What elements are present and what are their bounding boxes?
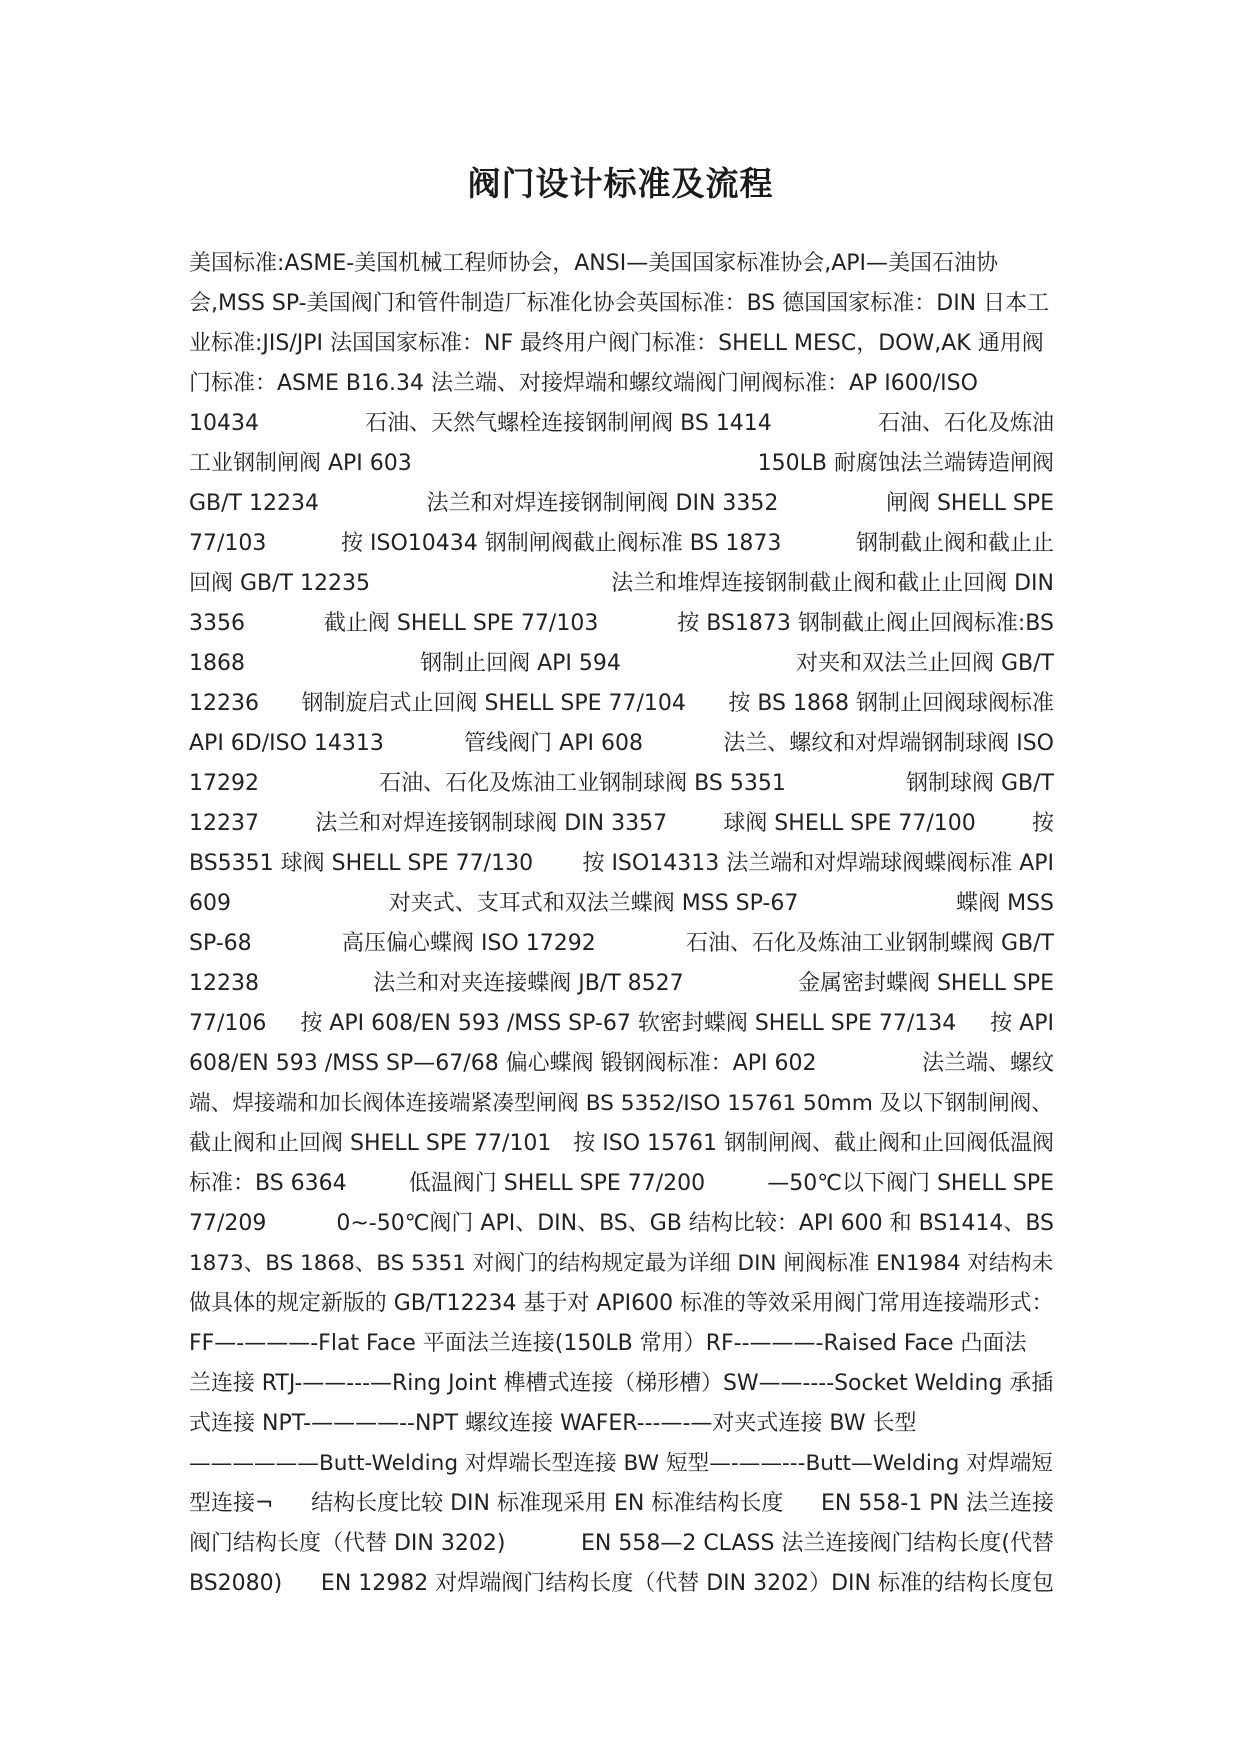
text-line	[189, 1164, 1054, 1204]
text-segment: 石油、天然气螺栓连接钢制闸阀 BS 1414	[365, 411, 772, 436]
text-segment: 球阀 SHELL SPE 77/100	[723, 811, 976, 836]
text-line	[189, 764, 1054, 804]
text-segment: 77/209	[189, 1211, 267, 1236]
text-segment: 150LB 耐腐蚀法兰端铸造闸阀	[757, 451, 1054, 476]
text-segment: 闸阀 SHELL SPE	[885, 491, 1054, 516]
text-line	[189, 1524, 1054, 1564]
text-segment: GB/T 12234	[189, 491, 319, 516]
text-line	[189, 884, 1054, 924]
text-segment: 式连接 NPT-————--NPT 螺纹连接 WAFER---—-—对夹式连接 BW 长型	[189, 1411, 917, 1436]
text-segment: 608/EN 593 /MSS SP—67/68 偏心蝶阀 锻钢阀标准：API 602	[189, 1051, 817, 1076]
text-line	[189, 564, 1054, 604]
text-segment: 按	[1031, 811, 1054, 836]
text-segment: SP-68	[189, 931, 252, 956]
text-line	[189, 804, 1054, 844]
document-title: 阀门设计标准及流程	[467, 164, 774, 203]
text-line	[189, 684, 1054, 724]
text-segment: 对夹和双法兰止回阀 GB/T	[795, 651, 1054, 676]
text-segment: 按 API 608/EN 593 /MSS SP-67 软密封蝶阀 SHELL SPE 77/134	[300, 1011, 957, 1036]
text-line	[189, 1204, 1054, 1244]
text-segment: 钢制截止阀和截止止	[855, 531, 1054, 556]
text-segment: 石油、石化及炼油工业钢制球阀 BS 5351	[379, 771, 786, 796]
text-segment: 金属密封蝶阀 SHELL SPE	[797, 971, 1054, 996]
text-segment: EN 12982 对焊端阀门结构长度（代替 DIN 3202）DIN 标准的结构长度包	[320, 1571, 1054, 1596]
text-segment: 1873、BS 1868、BS 5351 对阀门的结构规定最为详细 DIN 闸阀标准 EN1984 对结构未	[189, 1251, 1054, 1276]
text-segment: 钢制止回阀 API 594	[420, 651, 621, 676]
text-line	[189, 1284, 1054, 1324]
text-segment: 结构长度比较 DIN 标准现采用 EN 标准结构长度	[311, 1491, 784, 1516]
text-line	[189, 924, 1054, 964]
text-line	[189, 724, 1054, 764]
text-segment: 截止阀 SHELL SPE 77/103	[323, 611, 599, 636]
text-segment: 12236	[189, 691, 259, 716]
text-segment: 业标准:JIS/JPI 法国国家标准：NF 最终用户阀门标准：SHELL MESC，DOW,AK 通用阀	[189, 331, 1044, 356]
text-segment: 对夹式、支耳式和双法兰蝶阀 MSS SP-67	[388, 891, 799, 916]
text-segment: 阀门结构长度（代替 DIN 3202)	[189, 1531, 506, 1556]
text-line	[189, 404, 1054, 444]
text-segment: 按 API	[990, 1011, 1054, 1036]
text-line	[189, 1044, 1054, 1084]
text-segment: 1868	[189, 651, 245, 676]
text-segment: 按 ISO 15761 钢制闸阀、截止阀和止回阀低温阀	[573, 1131, 1054, 1156]
text-segment: 77/106	[189, 1011, 267, 1036]
text-segment: 77/103	[189, 531, 267, 556]
text-segment: 按 BS1873 钢制截止阀止回阀标准:BS	[677, 611, 1054, 636]
text-segment: 端、焊接端和加长阀体连接端紧凑型闸阀 BS 5352/ISO 15761 50mm 及以下钢制闸阀、	[189, 1091, 1053, 1116]
text-line	[189, 1364, 1054, 1404]
text-segment: API 6D/ISO 14313	[189, 731, 384, 756]
text-segment: EN 558-1 PN 法兰连接	[821, 1491, 1054, 1516]
text-line	[189, 364, 1054, 404]
text-line	[189, 1564, 1054, 1604]
text-line	[189, 324, 1054, 364]
text-segment: 法兰和对焊连接钢制球阀 DIN 3357	[315, 811, 668, 836]
text-line	[189, 604, 1054, 644]
text-segment: 按 ISO10434 钢制闸阀截止阀标准 BS 1873	[341, 531, 782, 556]
text-segment: 门标准：ASME B16.34 法兰端、对接焊端和螺纹端阀门闸阀标准：AP I600/ISO	[189, 371, 978, 396]
text-segment: 做具体的规定新版的 GB/T12234 基于对 API600 标准的等效采用阀门常用连接端形式：	[189, 1291, 1054, 1316]
text-segment: BS2080)	[189, 1571, 283, 1596]
text-segment: 法兰和对夹连接蝶阀 JB/T 8527	[373, 971, 684, 996]
text-segment: 兰连接 RTJ-——---—Ring Joint 榫槽式连接（梯形槽）SW——----Socket Welding 承插	[189, 1371, 1054, 1396]
text-line	[189, 1004, 1054, 1044]
text-segment: 3356	[189, 611, 245, 636]
text-line	[189, 284, 1054, 324]
text-segment: 0~-50℃阀门 API、DIN、BS、GB 结构比较：API 600 和 BS1414、BS	[336, 1211, 1054, 1236]
text-line	[189, 244, 1054, 284]
text-segment: 截止阀和止回阀 SHELL SPE 77/101	[189, 1131, 552, 1156]
text-segment: 标准：BS 6364	[189, 1171, 347, 1196]
text-segment: 10434	[189, 411, 259, 436]
text-segment: 12237	[189, 811, 259, 836]
text-segment: 蝶阀 MSS	[956, 891, 1054, 916]
text-line	[189, 1124, 1054, 1164]
text-segment: 型连接¬	[189, 1491, 274, 1516]
text-segment: 按 ISO14313 法兰端和对焊端球阀蝶阀标准 API	[582, 851, 1054, 876]
text-segment: 会,MSS SP-美国阀门和管件制造厂标准化协会英国标准：BS 德国国家标准：DIN 日本工	[189, 291, 1050, 316]
text-segment: 钢制旋启式止回阀 SHELL SPE 77/104	[301, 691, 686, 716]
text-line	[189, 1244, 1054, 1284]
text-segment: ——————Butt-Welding 对焊端长型连接 BW 短型—-——---Butt—Welding 对焊端短	[189, 1451, 1053, 1476]
text-segment: 石油、石化及炼油	[877, 411, 1054, 436]
text-segment: 609	[189, 891, 231, 916]
text-segment: EN 558—2 CLASS 法兰连接阀门结构长度(代替	[580, 1531, 1054, 1556]
text-segment: 12238	[189, 971, 259, 996]
text-segment: BS5351 球阀 SHELL SPE 77/130	[189, 851, 534, 876]
text-segment: 工业钢制闸阀 API 603	[189, 451, 412, 476]
text-line	[189, 1084, 1054, 1124]
text-segment: 17292	[189, 771, 259, 796]
text-line	[189, 964, 1054, 1004]
text-line	[189, 1444, 1054, 1484]
text-line	[189, 524, 1054, 564]
text-segment: 法兰和堆焊连接钢制截止阀和截止止回阀 DIN	[611, 571, 1054, 596]
text-segment: 法兰和对焊连接钢制闸阀 DIN 3352	[426, 491, 779, 516]
text-segment: —50℃以下阀门 SHELL SPE	[767, 1171, 1054, 1196]
text-segment: 法兰、螺纹和对焊端钢制球阀 ISO	[723, 731, 1054, 756]
text-line	[189, 1324, 1054, 1364]
text-segment: 管线阀门 API 608	[464, 731, 643, 756]
text-segment: 回阀 GB/T 12235	[189, 571, 370, 596]
text-segment: FF—-———-Flat Face 平面法兰连接(150LB 常用）RF--———-Raised Face 凸面法	[189, 1331, 1027, 1356]
text-segment: 按 BS 1868 钢制止回阀球阀标准	[728, 691, 1054, 716]
text-segment: 法兰端、螺纹	[921, 1051, 1054, 1076]
text-line	[189, 1404, 1054, 1444]
text-line	[189, 844, 1054, 884]
text-segment: 钢制球阀 GB/T	[906, 771, 1054, 796]
text-line	[189, 644, 1054, 684]
text-line	[189, 1484, 1054, 1524]
document-body	[189, 244, 1054, 1604]
text-segment: 美国标准:ASME-美国机械工程师协会，ANSI—美国国家标准协会,API—美国石油协	[189, 251, 999, 276]
text-segment: 石油、石化及炼油工业钢制蝶阀 GB/T	[686, 931, 1054, 956]
text-line	[189, 444, 1054, 484]
text-segment: 低温阀门 SHELL SPE 77/200	[408, 1171, 706, 1196]
text-segment: 高压偏心蝶阀 ISO 17292	[341, 931, 596, 956]
text-line	[189, 484, 1054, 524]
